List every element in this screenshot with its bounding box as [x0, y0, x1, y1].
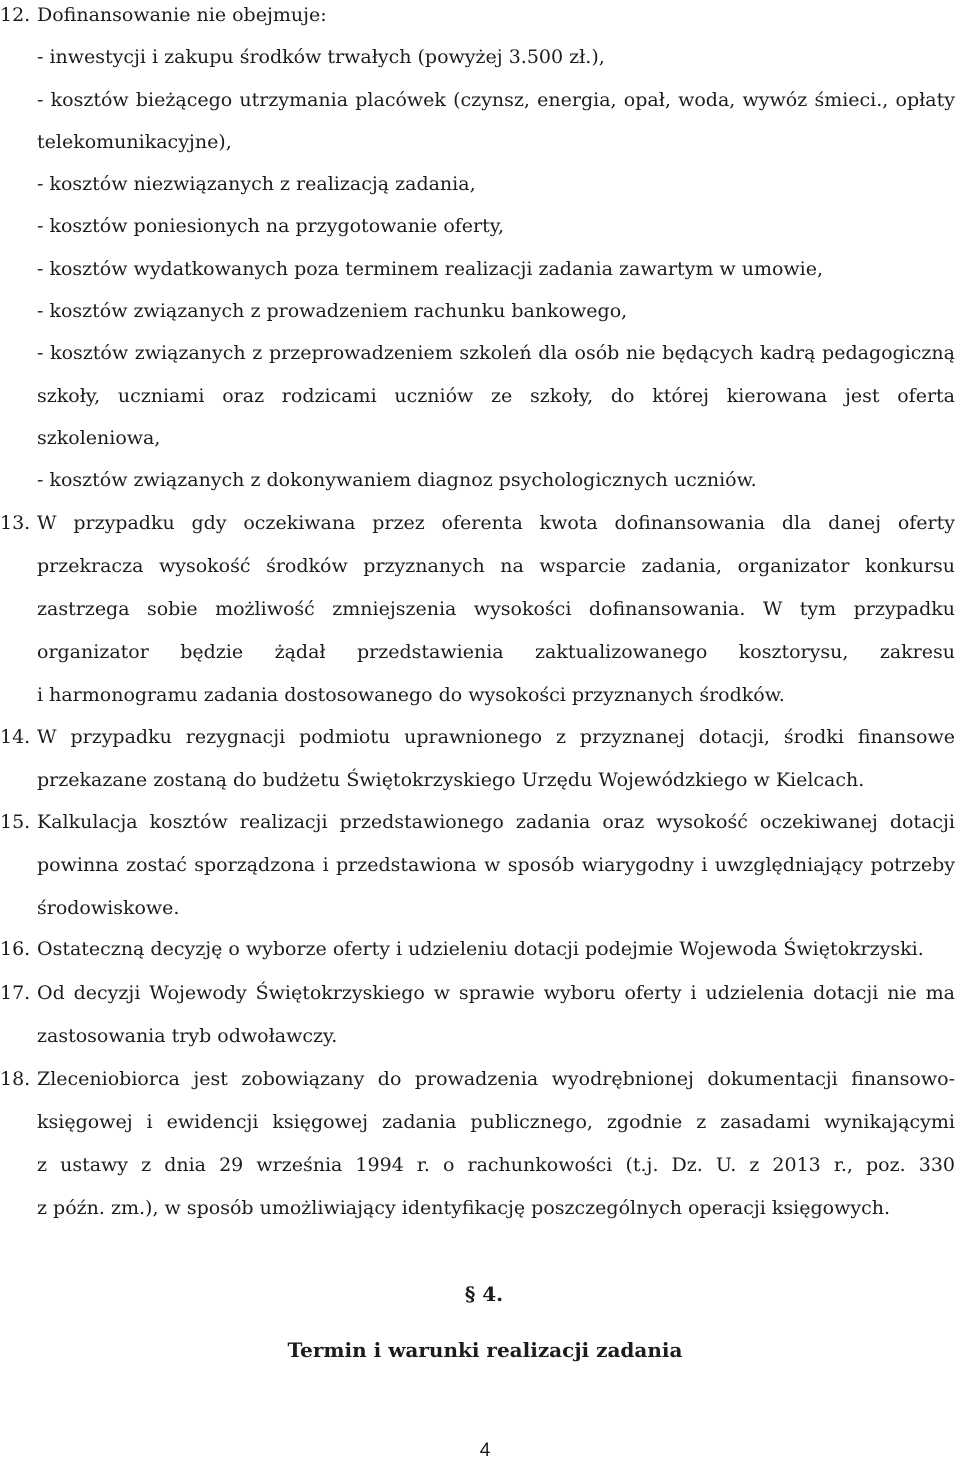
item-number: 14. — [0, 726, 31, 748]
text-line: organizator będzie żądał przedstawienia zaktualizowanego kosztorysu, zakresu — [37, 641, 955, 663]
text-line: przekazane zostaną do budżetu Świętokrzyskiego Urzędu Wojewódzkiego w Kielcach. — [37, 769, 865, 791]
text-line: W przypadku gdy oczekiwana przez oferenta kwota dofinansowania dla danej oferty — [37, 512, 955, 534]
text-line: i harmonogramu zadania dostosowanego do wysokości przyznanych środków. — [37, 684, 785, 706]
item-number: 16. — [0, 938, 31, 960]
item-number: 17. — [0, 982, 31, 1004]
text-line: - kosztów poniesionych na przygotowanie oferty, — [37, 215, 505, 238]
list-item-13 — [0, 502, 960, 717]
text-line: szkoły, uczniami oraz rodzicami uczniów ze szkoły, do której kierowana jest oferta — [37, 384, 955, 407]
text-line: W przypadku rezygnacji podmiotu uprawnionego z przyznanej dotacji, środki finansowe — [37, 726, 955, 748]
item-body — [37, 716, 955, 802]
list-item-17 — [0, 972, 960, 1058]
item-number: 15. — [0, 811, 31, 833]
list-item-12 — [0, 0, 960, 502]
text-line: szkoleniowa, — [37, 426, 161, 449]
item-body — [37, 928, 955, 971]
list-item-15 — [0, 801, 960, 930]
list-item-16 — [0, 928, 960, 971]
text-line: - kosztów niezwiązanych z realizacją zadania, — [37, 173, 476, 196]
list-item-18 — [0, 1058, 960, 1230]
section-title: Termin i warunki realizacji zadania — [287, 1338, 683, 1362]
text-line: środowiskowe. — [37, 897, 180, 919]
text-line: zastosowania tryb odwoławczy. — [37, 1025, 338, 1047]
text-line: Zleceniobiorca jest zobowiązany do prowadzenia wyodrębnionej dokumentacji finansowo- — [37, 1068, 955, 1090]
text-line: zastrzega sobie możliwość zmniejszenia wysokości dofinansowania. W tym przypadku — [37, 598, 955, 620]
item-number: 13. — [0, 512, 31, 534]
text-line: telekomunikacyjne), — [37, 130, 232, 153]
text-line: - kosztów związanych z przeprowadzeniem szkoleń dla osób nie będących kadrą pedagogiczną — [37, 342, 955, 365]
text-line: Kalkulacja kosztów realizacji przedstawionego zadania oraz wysokość oczekiwanej dotacji — [37, 811, 955, 833]
item-body — [37, 502, 955, 717]
item-body — [37, 0, 955, 502]
page-number: 4 — [479, 1440, 491, 1461]
text-line: - kosztów bieżącego utrzymania placówek (czynsz, energia, opał, woda, wywóz śmieci., opłaty — [37, 88, 955, 111]
section-number: § 4. — [464, 1282, 504, 1306]
text-line: księgowej i ewidencji księgowej zadania publicznego, zgodnie z zasadami wynikającymi — [37, 1111, 955, 1133]
item-number: 18. — [0, 1068, 31, 1090]
text-line: Od decyzji Wojewody Świętokrzyskiego w sprawie wyboru oferty i udzielenia dotacji nie ma — [37, 982, 955, 1004]
text-line: z późn. zm.), w sposób umożliwiający identyfikację poszczególnych operacji księgowych. — [37, 1197, 890, 1219]
item-body — [37, 1058, 955, 1230]
text-line: przekracza wysokość środków przyznanych na wsparcie zadania, organizator konkursu — [37, 555, 955, 577]
text-line: - kosztów wydatkowanych poza terminem realizacji zadania zawartym w umowie, — [37, 257, 824, 280]
item-body — [37, 801, 955, 930]
text-line: z ustawy z dnia 29 września 1994 r. o rachunkowości (t.j. Dz. U. z 2013 r., poz. 330 — [37, 1154, 955, 1176]
text-line: - inwestycji i zakupu środków trwałych (powyżej 3.500 zł.), — [37, 46, 605, 69]
text-line: powinna zostać sporządzona i przedstawiona w sposób wiarygodny i uwzględniający potrzeby — [37, 854, 955, 876]
text-line: Dofinansowanie nie obejmuje: — [37, 4, 327, 26]
text-line: - kosztów związanych z dokonywaniem diagnoz psychologicznych uczniów. — [37, 469, 757, 492]
item-number: 12. — [0, 4, 31, 26]
text-line: - kosztów związanych z prowadzeniem rachunku bankowego, — [37, 300, 628, 323]
list-item-14 — [0, 716, 960, 802]
item-body — [37, 972, 955, 1058]
text-line: Ostateczną decyzję o wyborze oferty i udzieleniu dotacji podejmie Wojewoda Świętokrzyski. — [37, 938, 924, 960]
